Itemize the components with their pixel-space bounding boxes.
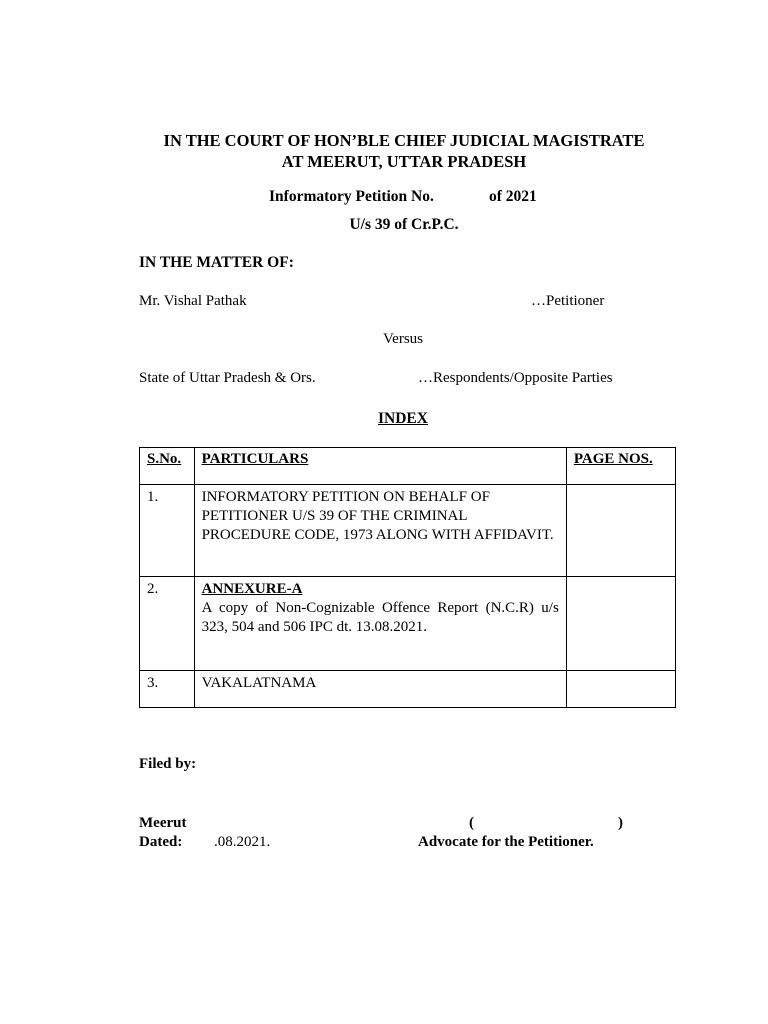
table-row [140,485,676,577]
dated-label: Dated: [139,834,183,850]
row-sno: 2. [140,577,195,671]
index-heading: INDEX [378,410,428,427]
petitioner-role: …Petitioner [531,293,605,309]
versus-label: Versus [383,331,423,347]
header-sno: S.No. [140,448,195,485]
petitioner-name: Mr. Vishal Pathak [139,293,247,309]
row-page-nos [566,577,675,671]
petition-year: of 2021 [489,188,537,205]
row-sno: 3. [140,671,195,708]
signature-open-paren: ( [469,815,474,831]
petition-section: U/s 39 of Cr.P.C. [349,216,459,233]
dated-value: .08.2021. [214,834,271,850]
signature-close-paren: ) [618,815,623,831]
matter-heading: IN THE MATTER OF: [139,254,294,271]
petition-title: Informatory Petition No. [269,188,434,205]
header-page-nos: PAGE NOS. [566,448,675,485]
row-particulars: INFORMATORY PETITION ON BEHALF OF PETITIONER U/S 39 OF THE CRIMINAL PROCEDURE CODE, 1973 ALONG WITH AFFIDAVIT. [194,485,566,577]
filed-by-label: Filed by: [139,756,197,772]
row-particulars: VAKALATNAMA [194,671,566,708]
index-header-row [140,448,676,485]
annexure-description: A copy of Non-Cognizable Offence Report (N.C.R) u/s 323, 504 and 506 IPC dt. 13.08.2021. [201,600,559,635]
respondent-role: …Respondents/Opposite Parties [418,370,613,386]
table-row [140,671,676,708]
header-particulars: PARTICULARS [194,448,566,485]
index-table [139,447,676,708]
row-particulars [194,577,566,671]
court-heading-line2: AT MEERUT, UTTAR PRADESH [281,152,527,171]
place-label: Meerut [139,815,187,831]
respondent-name: State of Uttar Pradesh & Ors. [139,370,316,386]
row-page-nos [566,485,675,577]
table-row [140,577,676,671]
advocate-signature-label: Advocate for the Petitioner. [418,834,594,850]
annexure-title: ANNEXURE-A [201,581,303,597]
row-page-nos [566,671,675,708]
court-heading-line1: IN THE COURT OF HON’BLE CHIEF JUDICIAL MAGISTRATE [163,131,645,150]
row-sno: 1. [140,485,195,577]
